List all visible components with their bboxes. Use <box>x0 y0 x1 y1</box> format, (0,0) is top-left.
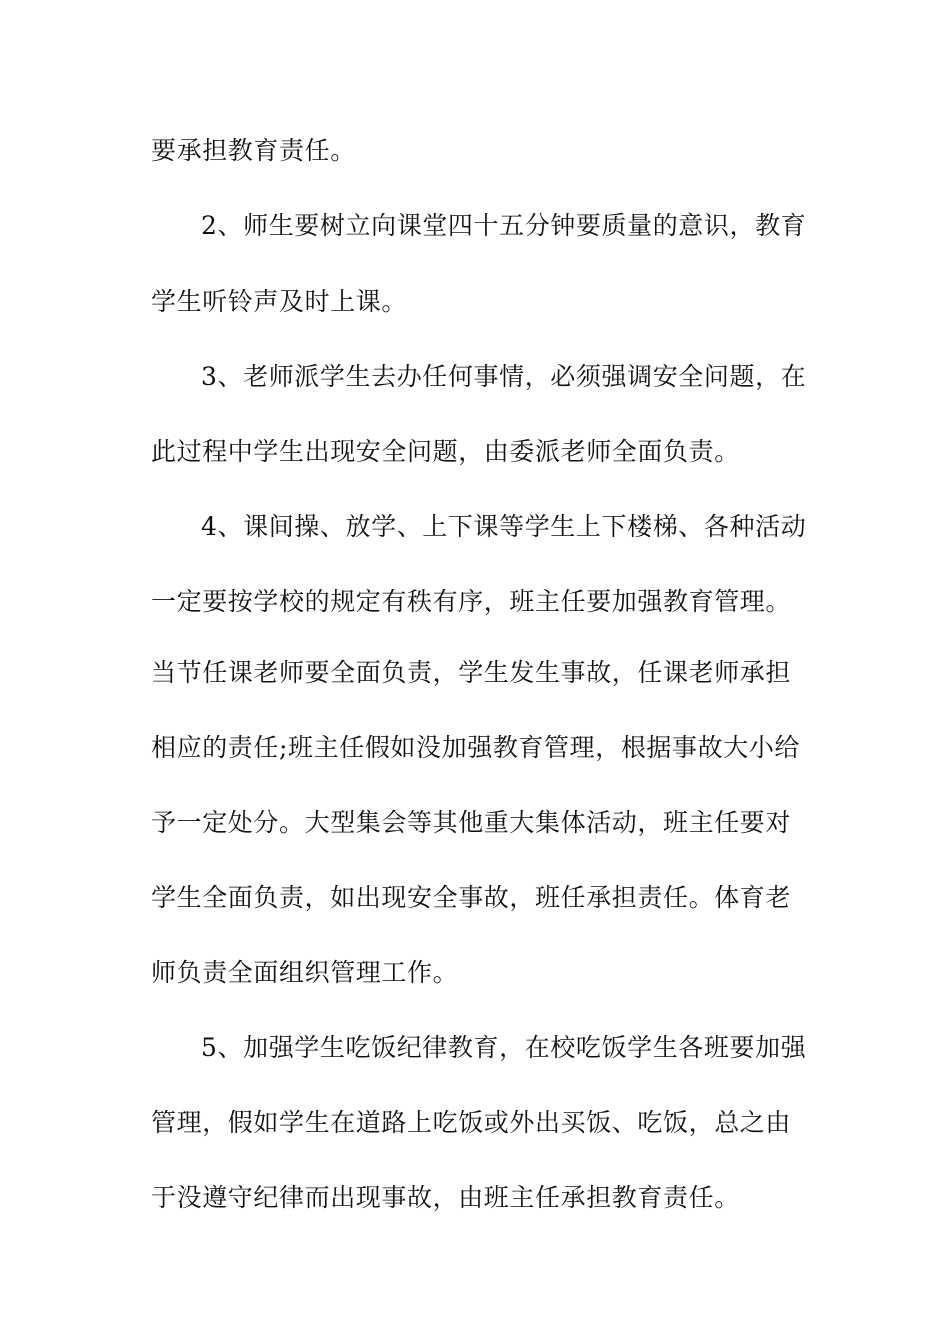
paragraph-5-start: 5、加强学生吃饭纪律教育，在校吃饭学生各班要加强 <box>201 1033 807 1062</box>
text-line: 相应的责任;班主任假如没加强教育管理，根据事故大小给 <box>151 733 801 762</box>
text-line: 师负责全面组织管理工作。 <box>151 958 459 987</box>
paragraph-2-start: 2、师生要树立向课堂四十五分钟要质量的意识，教育 <box>201 211 807 240</box>
text-line: 此过程中学生出现安全问题，由委派老师全面负责。 <box>151 437 740 466</box>
paragraph-3-start: 3、老师派学生去办任何事情，必须强调安全问题，在 <box>201 362 807 391</box>
text-line: 管理，假如学生在道路上吃饭或外出买饭、吃饭，总之由 <box>151 1108 792 1137</box>
text-line: 学生听铃声及时上课。 <box>151 287 408 316</box>
text-line: 于没遵守纪律而出现事故，由班主任承担教育责任。 <box>151 1183 740 1212</box>
text-line: 学生全面负责，如出现安全事故，班任承担责任。体育老 <box>151 883 792 912</box>
text-line: 当节任课老师要全面负责，学生发生事故，任课老师承担 <box>151 658 792 687</box>
text-line: 予一定处分。大型集会等其他重大集体活动，班主任要对 <box>151 808 792 837</box>
paragraph-4-start: 4、课间操、放学、上下课等学生上下楼梯、各种活动 <box>201 512 807 541</box>
text-line: 一定要按学校的规定有秩有序，班主任要加强教育管理。 <box>151 587 792 616</box>
text-line: 要承担教育责任。 <box>151 136 356 165</box>
